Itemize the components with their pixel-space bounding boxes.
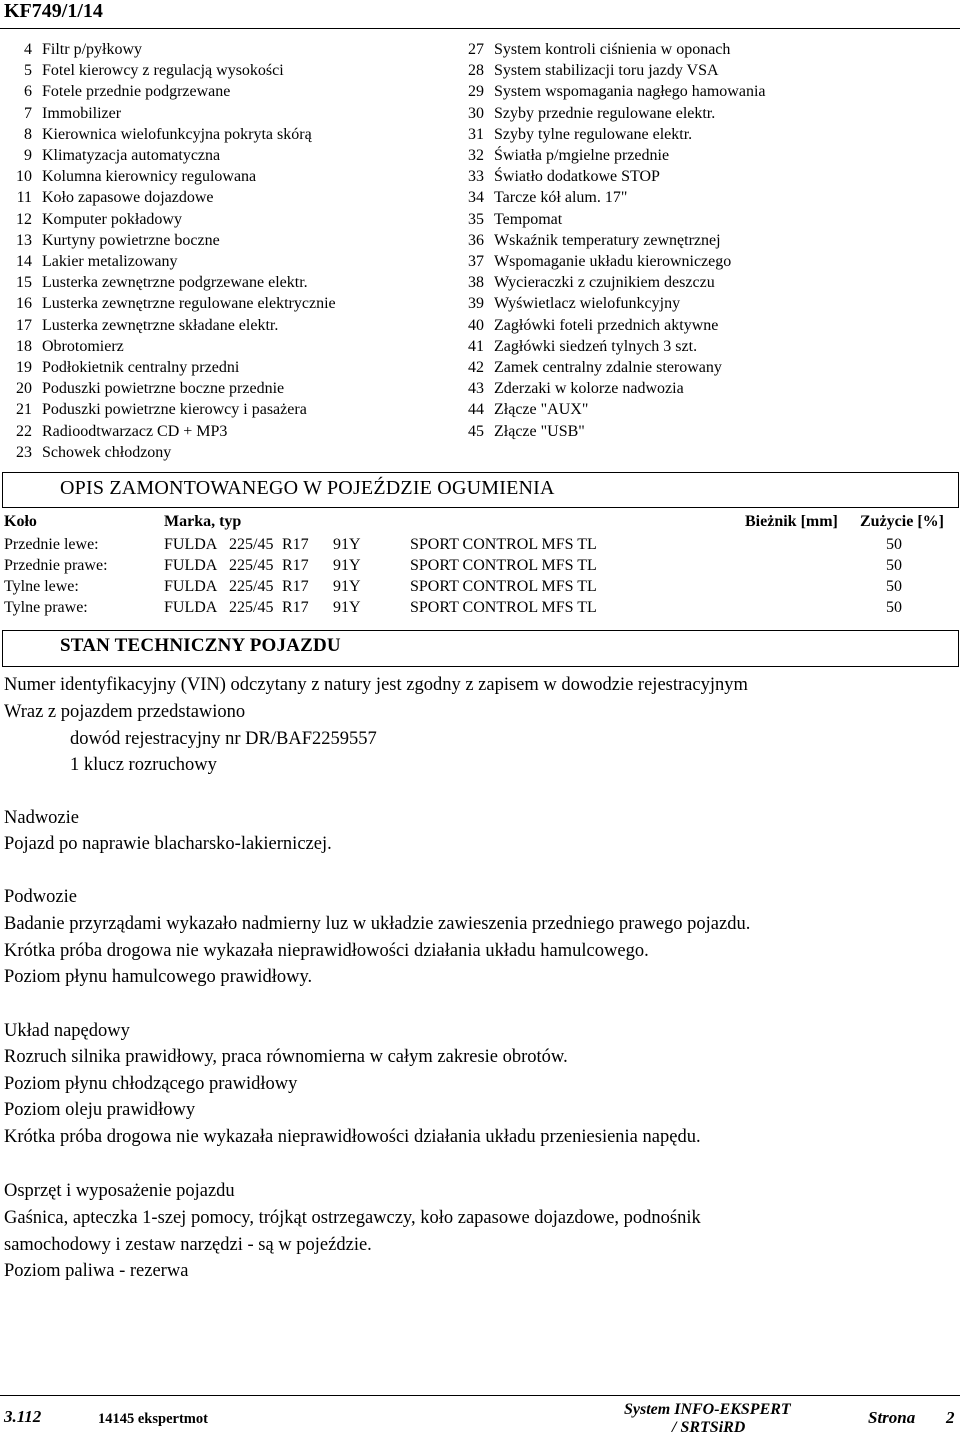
equipment-label: Wskaźnik temperatury zewnętrznej [494, 231, 721, 249]
tyre-wheel: Tylne prawe: [4, 599, 88, 616]
equipment-number: 11 [16, 189, 32, 207]
equipment-number: 20 [16, 380, 32, 398]
tyre-brand: FULDA [164, 536, 218, 553]
equipment-label: Obrotomierz [42, 337, 124, 355]
equipment-label: Kolumna kierownicy regulowana [42, 168, 257, 186]
equipment-label: Światła p/mgielne przednie [494, 147, 670, 164]
tyre-row [0, 599, 960, 620]
equipment-number: 9 [24, 147, 32, 164]
tyre-wheel: Przednie lewe: [4, 536, 99, 553]
tyres-section-title: OPIS ZAMONTOWANEGO W POJEŹDZIE OGUMIENIA [60, 477, 555, 499]
equipment-label: Lusterka zewnętrzne podgrzewane elektr. [42, 274, 308, 292]
equipment-label: System wspomagania nagłego hamowania [494, 83, 766, 101]
tyre-rim: R17 [282, 557, 309, 574]
equipment-number: 10 [16, 168, 32, 186]
tyre-brand: FULDA [164, 557, 218, 574]
equipment-label: Wyświetlacz wielofunkcyjny [494, 295, 681, 313]
equipment-number: 6 [24, 83, 32, 101]
tyre-load-speed-index: 91Y [333, 578, 361, 595]
fuel-level: Poziom paliwa - rezerwa [4, 1261, 189, 1281]
drivetrain-line: Poziom oleju prawidłowy [4, 1100, 196, 1120]
drivetrain-heading: Układ napędowy [4, 1021, 130, 1041]
equipment-label: Poduszki powietrzne boczne przednie [42, 380, 285, 398]
equipment-label: Koło zapasowe dojazdowe [42, 189, 214, 207]
equipment-number: 45 [468, 422, 484, 440]
equipment-number: 8 [24, 125, 32, 143]
tyre-header-wear: Zużycie [%] [860, 513, 944, 530]
equipment-number: 4 [24, 41, 32, 58]
tyre-model: SPORT CONTROL MFS TL [410, 599, 597, 616]
equipment-number: 5 [24, 62, 32, 80]
equipment-label: Złącze "AUX" [494, 401, 589, 419]
equipment-number: 27 [468, 41, 484, 58]
equipment-number: 36 [468, 231, 484, 249]
drivetrain-line: Krótka próba drogowa nie wykazała nieprawidłowości działania układu przeniesienia napędu. [4, 1127, 701, 1147]
equipment-label: Zagłówki siedzeń tylnych 3 szt. [494, 337, 698, 355]
equipment-number: 35 [468, 210, 484, 228]
chassis-line: Poziom płynu hamulcowego prawidłowy. [4, 967, 313, 987]
tyre-size: 225/45 [229, 557, 274, 574]
equipment-number: 22 [16, 422, 32, 440]
equipment-number: 33 [468, 168, 484, 186]
tyre-load-speed-index: 91Y [333, 536, 361, 553]
document-id: KF749/1/14 [4, 0, 103, 22]
equipment-number: 44 [468, 401, 484, 419]
chassis-line: Krótka próba drogowa nie wykazała nieprawidłowości działania układu hamulcowego. [4, 941, 649, 961]
equipment-number: 41 [468, 337, 484, 355]
equipment-label: Tarcze kół alum. 17" [494, 189, 628, 207]
equipment-label: Zderzaki w kolorze nadwozia [494, 380, 684, 398]
equipment-label: Kurtyny powietrzne boczne [42, 231, 220, 249]
equipment-number: 14 [16, 253, 32, 270]
equipment-number: 38 [468, 274, 484, 292]
tyre-wear: 50 [886, 557, 902, 574]
equipment-number: 31 [468, 125, 484, 143]
tyre-model: SPORT CONTROL MFS TL [410, 557, 597, 574]
tyre-rim: R17 [282, 536, 309, 553]
equipment-number: 16 [16, 295, 32, 313]
footer-system-org: / SRTSiRD [672, 1419, 746, 1436]
equipment-label: Szyby przednie regulowane elektr. [494, 104, 716, 122]
equipment-number: 30 [468, 104, 484, 122]
drivetrain-line: Rozruch silnika prawidłowy, praca równomierna w całym zakresie obrotów. [4, 1047, 568, 1067]
tyre-wear: 50 [886, 536, 902, 553]
equipment-label: Podłokietnik centralny przedni [42, 359, 240, 376]
chassis-heading: Podwozie [4, 887, 77, 907]
tyre-wheel: Tylne lewe: [4, 578, 79, 595]
tyre-size: 225/45 [229, 599, 274, 616]
equipment-number: 17 [16, 316, 32, 334]
tyre-size: 225/45 [229, 578, 274, 595]
equipment-number: 43 [468, 380, 484, 398]
equipment-number: 28 [468, 62, 484, 80]
tyre-header-wheel: Koło [4, 513, 37, 530]
equipment-label: System stabilizacji toru jazdy VSA [494, 62, 719, 80]
presented-line: Wraz z pojazdem przedstawiono [4, 702, 246, 722]
equipment-number: 13 [16, 231, 32, 249]
equipment-number: 15 [16, 274, 32, 292]
tyre-model: SPORT CONTROL MFS TL [410, 536, 597, 553]
equipment-label: Lusterka zewnętrzne regulowane elektrycznie [42, 295, 336, 313]
equipment-label: Fotele przednie podgrzewane [42, 83, 231, 101]
equipment-label: Szyby tylne regulowane elektr. [494, 125, 693, 143]
equipment-label: Wycieraczki z czujnikiem deszczu [494, 274, 715, 292]
body-heading: Nadwozie [4, 808, 79, 828]
drivetrain-line: Poziom płynu chłodzącego prawidłowy [4, 1074, 298, 1094]
tyre-rim: R17 [282, 578, 309, 595]
tyre-header-tread: Bieżnik [mm] [745, 513, 838, 530]
vin-statement: Numer identyfikacyjny (VIN) odczytany z natury jest zgodny z zapisem w dowodzie rejestracyjnym [4, 675, 748, 695]
tyre-header-brand: Marka, typ [164, 513, 242, 530]
equipment-label: Schowek chłodzony [42, 443, 172, 461]
tyre-load-speed-index: 91Y [333, 599, 361, 616]
equipment-label: Filtr p/pyłkowy [42, 41, 143, 58]
equipment-number: 21 [16, 401, 32, 419]
equipment-label: Fotel kierowcy z regulacją wysokości [42, 62, 284, 80]
equipment-label: Immobilizer [42, 104, 122, 122]
equipment-number: 7 [24, 104, 32, 122]
tyre-load-speed-index: 91Y [333, 557, 361, 574]
tyre-wear: 50 [886, 599, 902, 616]
tyre-size: 225/45 [229, 536, 274, 553]
equipment-number: 19 [16, 359, 32, 376]
equipment-number: 40 [468, 316, 484, 334]
tyre-brand: FULDA [164, 578, 218, 595]
tyre-rim: R17 [282, 599, 309, 616]
equipment-number: 18 [16, 337, 32, 355]
footer-rule [0, 1395, 960, 1396]
equipment-label: Złącze "USB" [494, 422, 585, 440]
tyre-row [0, 578, 960, 599]
footer-page-label: Strona [868, 1408, 916, 1427]
equipment-line: samochodowy i zestaw narzędzi - są w pojeździe. [4, 1235, 372, 1255]
footer-page-number: 2 [946, 1408, 955, 1427]
equipment-label: Światło dodatkowe STOP [494, 168, 660, 186]
tyre-wheel: Przednie prawe: [4, 557, 108, 574]
equipment-heading: Osprzęt i wyposażenie pojazdu [4, 1181, 235, 1201]
tyre-wear: 50 [886, 578, 902, 595]
equipment-number: 37 [468, 253, 484, 270]
equipment-label: Klimatyzacja automatyczna [42, 147, 221, 164]
equipment-number: 12 [16, 210, 32, 228]
equipment-number: 23 [16, 443, 32, 461]
tyre-row [0, 557, 960, 578]
equipment-label: System kontroli ciśnienia w oponach [494, 41, 731, 58]
equipment-number: 34 [468, 189, 484, 207]
equipment-label: Kierownica wielofunkcyjna pokryta skórą [42, 125, 312, 143]
ignition-key: 1 klucz rozruchowy [70, 755, 217, 775]
header-rule [0, 28, 960, 29]
equipment-label: Tempomat [494, 210, 563, 228]
equipment-line: Gaśnica, apteczka 1-szej pomocy, trójkąt ostrzegawczy, koło zapasowe dojazdowe, podnośnik [4, 1208, 701, 1228]
body-text: Pojazd po naprawie blacharsko-lakierniczej. [4, 834, 332, 854]
equipment-label: Zamek centralny zdalnie sterowany [494, 359, 722, 376]
equipment-label: Lusterka zewnętrzne składane elektr. [42, 316, 279, 334]
equipment-label: Lakier metalizowany [42, 253, 178, 270]
tyre-model: SPORT CONTROL MFS TL [410, 578, 597, 595]
equipment-number: 39 [468, 295, 484, 313]
footer-system-name: System INFO-EKSPERT [624, 1401, 791, 1418]
footer-code: 14145 ekspertmot [98, 1411, 208, 1427]
equipment-label: Poduszki powietrzne kierowcy i pasażera [42, 401, 307, 419]
equipment-label: Zagłówki foteli przednich aktywne [494, 316, 719, 334]
technical-section-title: STAN TECHNICZNY POJAZDU [60, 635, 341, 656]
tyre-brand: FULDA [164, 599, 218, 616]
equipment-label: Radioodtwarzacz CD + MP3 [42, 422, 228, 440]
equipment-number: 29 [468, 83, 484, 101]
equipment-label: Komputer pokładowy [42, 210, 182, 228]
tyre-row [0, 536, 960, 557]
equipment-number: 32 [468, 147, 484, 164]
footer-version: 3.112 [4, 1407, 42, 1426]
chassis-line: Badanie przyrządami wykazało nadmierny luz w układzie zawieszenia przedniego prawego pojazdu. [4, 914, 751, 934]
equipment-number: 42 [468, 359, 484, 376]
registration-document: dowód rejestracyjny nr DR/BAF2259557 [70, 729, 377, 749]
equipment-label: Wspomaganie układu kierowniczego [494, 253, 732, 270]
